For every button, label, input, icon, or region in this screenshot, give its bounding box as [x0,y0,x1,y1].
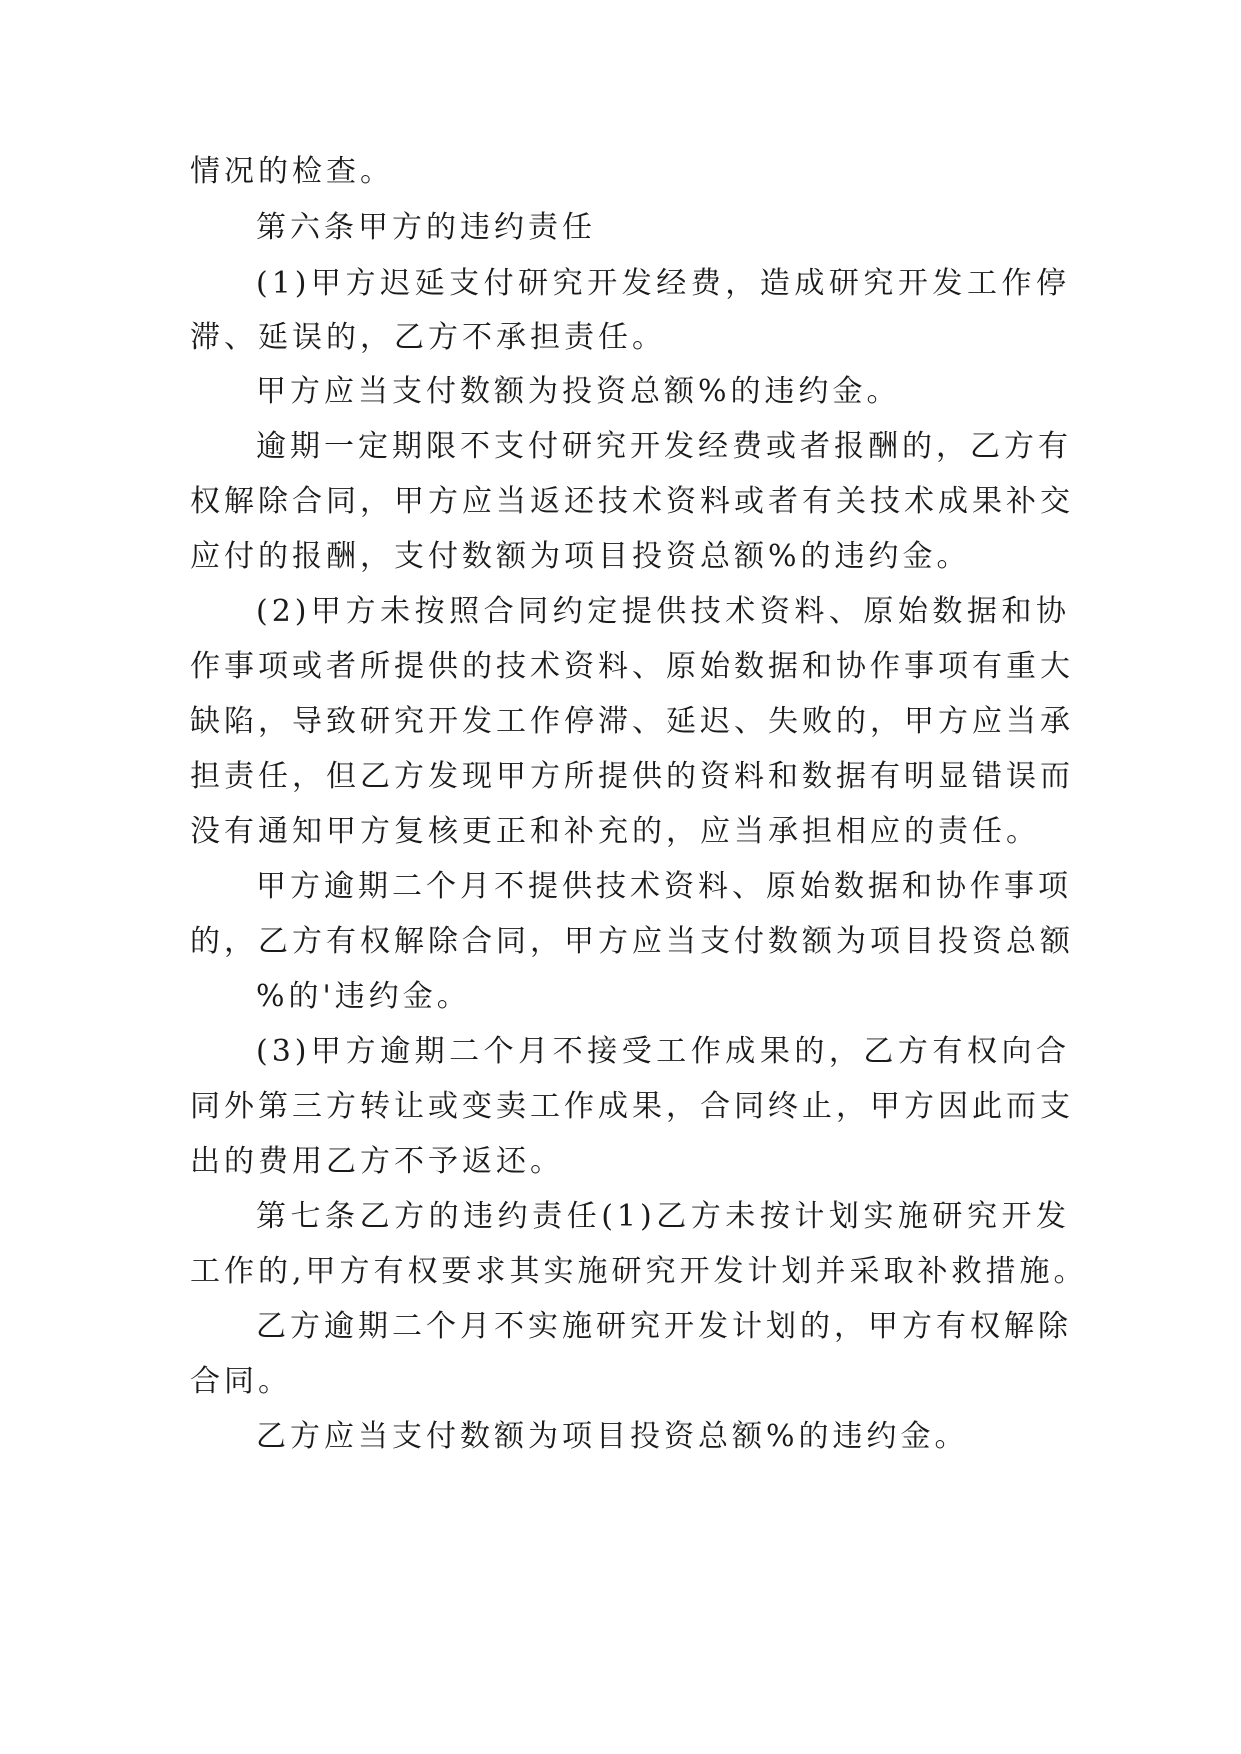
text-line: (2)甲方未按照合同约定提供技术资料、原始数据和协 [256,594,1070,629]
text-line: 甲方逾期二个月不提供技术资料、原始数据和协作事项 [256,869,1072,904]
text-line: (3)甲方逾期二个月不接受工作成果的，乙方有权向合 [256,1034,1070,1069]
text-line: 同外第三方转让或变卖工作成果，合同终止，甲方因此而支 [190,1089,1074,1124]
text-line: 情况的检查。 [190,154,394,189]
text-line: 工作的,甲方有权要求其实施研究开发计划并采取补救措施。 [190,1254,1088,1289]
text-line: 乙方应当支付数额为项目投资总额%的违约金。 [256,1419,969,1454]
text-line: 滞、延误的，乙方不承担责任。 [190,320,666,355]
text-line: 作事项或者所提供的技术资料、原始数据和协作事项有重大 [190,649,1074,684]
text-line: 缺陷，导致研究开发工作停滞、延迟、失败的，甲方应当承 [190,704,1074,739]
text-line: 甲方应当支付数额为投资总额%的违约金。 [256,374,901,409]
text-line: 担责任，但乙方发现甲方所提供的资料和数据有明显错误而 [190,759,1074,794]
text-line: 出的费用乙方不予返还。 [190,1144,564,1179]
text-line: 乙方逾期二个月不实施研究开发计划的，甲方有权解除 [256,1309,1072,1344]
text-line: 合同。 [190,1364,292,1399]
text-line: 逾期一定期限不支付研究开发经费或者报酬的，乙方有 [256,429,1072,464]
text-line: 权解除合同，甲方应当返还技术资料或者有关技术成果补交 [190,484,1074,519]
section-heading: 第七条乙方的违约责任(1)乙方未按计划实施研究开发 [256,1199,1070,1234]
text-line: (1)甲方迟延支付研究开发经费，造成研究开发工作停 [256,266,1070,301]
text-line: 应付的报酬，支付数额为项目投资总额%的违约金。 [190,539,971,574]
text-line: %的'违约金。 [256,979,471,1014]
section-heading: 第六条甲方的违约责任 [256,210,596,245]
text-line: 的，乙方有权解除合同，甲方应当支付数额为项目投资总额 [190,924,1074,959]
text-line: 没有通知甲方复核更正和补充的，应当承担相应的责任。 [190,814,1040,849]
